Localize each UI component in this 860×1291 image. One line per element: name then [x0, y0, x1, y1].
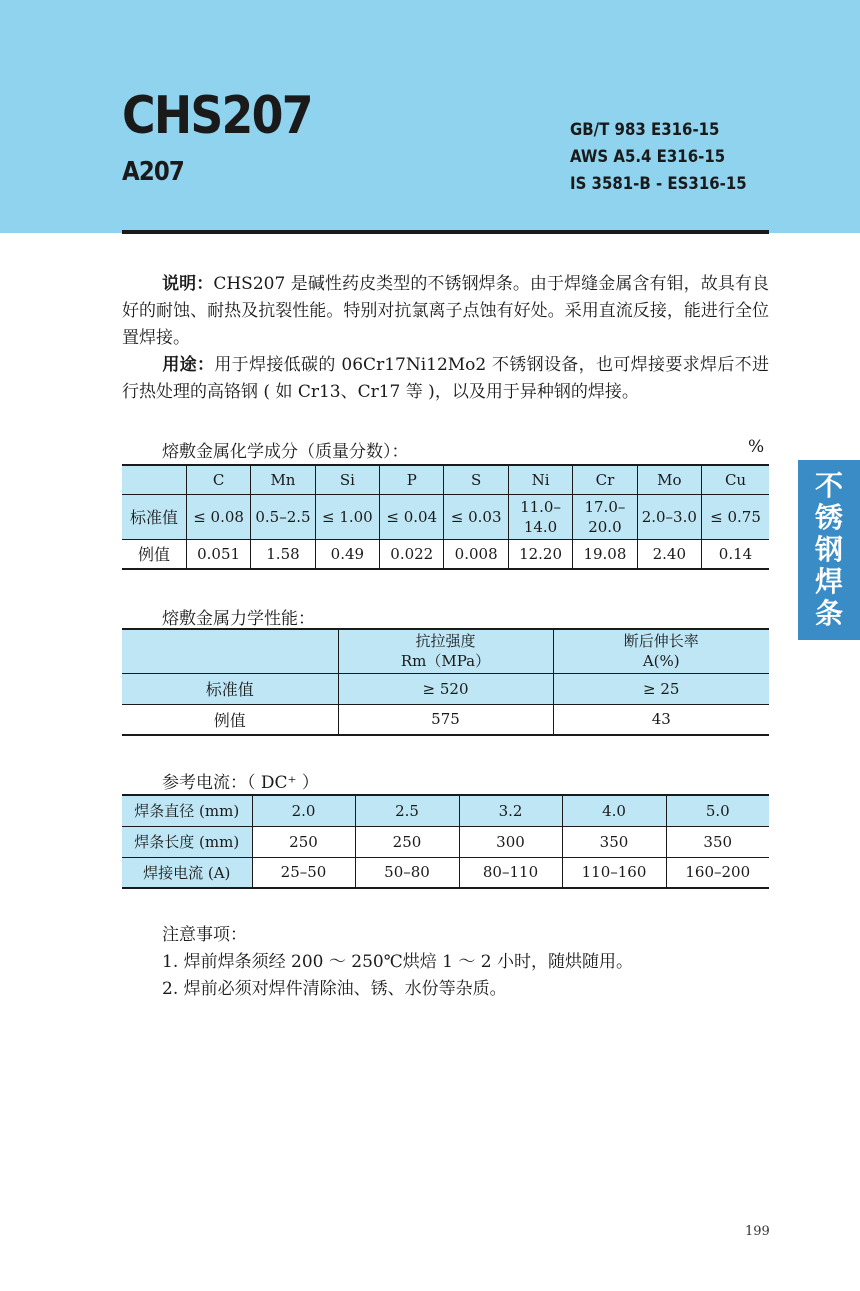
current-title-line	[162, 768, 319, 793]
mech-header-cell	[122, 629, 338, 673]
chem-cell: 17.0–20.0	[573, 494, 637, 539]
row-label: 例值	[122, 539, 186, 569]
current-cell: 350	[562, 826, 666, 857]
header-band	[0, 0, 860, 233]
mech-standard-row	[122, 673, 769, 704]
current-cell: 80–110	[459, 857, 562, 888]
description-label: 说明：	[162, 274, 214, 294]
current-cell: 50–80	[355, 857, 459, 888]
product-title: CHS207	[122, 86, 312, 146]
current-cell: 5.0	[666, 795, 769, 826]
chem-cell: 12.20	[508, 539, 572, 569]
chem-example-row	[122, 539, 769, 569]
current-polarity: （ DC⁺ ）	[247, 773, 319, 793]
category-tab	[798, 460, 860, 640]
current-cell: 2.5	[355, 795, 459, 826]
chem-cell: 0.051	[186, 539, 250, 569]
note-item: 1. 焊前焊条须经 200 ～ 250℃烘焙 1 ～ 2 小时，随烘随用。	[162, 952, 633, 972]
current-cell: 25–50	[252, 857, 355, 888]
chem-title: 熔敷金属化学成分（质量分数）：	[162, 442, 409, 462]
chem-header-cell	[122, 465, 186, 494]
chem-header-cell: P	[380, 465, 444, 494]
mech-header-cell	[338, 629, 553, 673]
row-label: 例值	[122, 704, 338, 735]
current-cell: 2.0	[252, 795, 355, 826]
chem-header-row	[122, 465, 769, 494]
note-item: 2. 焊前必须对焊件清除油、锈、水份等杂质。	[162, 979, 507, 999]
chem-header-cell: Mo	[637, 465, 701, 494]
page-number: 199	[745, 1224, 770, 1239]
chem-cell: ≤ 0.03	[444, 494, 508, 539]
current-row	[122, 826, 769, 857]
elongation-unit: A(%)	[642, 652, 680, 671]
tensile-unit: Rm（MPa）	[400, 652, 491, 671]
standard-gb: GB/T 983 E316-15	[570, 120, 720, 140]
chem-cell: 19.08	[573, 539, 637, 569]
chem-cell: 1.58	[251, 539, 315, 569]
chem-cell: 0.49	[315, 539, 379, 569]
chem-cell: 2.0–3.0	[637, 494, 701, 539]
mech-cell: ≥ 25	[553, 673, 769, 704]
chem-table	[122, 464, 769, 570]
chem-header-cell: Cr	[573, 465, 637, 494]
mech-cell: ≥ 520	[338, 673, 553, 704]
chem-header-cell: S	[444, 465, 508, 494]
category-char: 不	[814, 469, 843, 502]
chem-header-cell: Si	[315, 465, 379, 494]
tensile-label: 抗拉强度	[415, 632, 476, 651]
category-char: 焊	[814, 565, 843, 598]
row-label: 标准值	[122, 673, 338, 704]
current-cell: 4.0	[562, 795, 666, 826]
chem-cell: ≤ 0.04	[380, 494, 444, 539]
category-char: 条	[814, 597, 843, 630]
chem-cell: 0.14	[702, 539, 769, 569]
current-cell: 110–160	[562, 857, 666, 888]
notes-title: 注意事项：	[162, 925, 247, 945]
notes-section	[162, 922, 633, 1003]
chem-header-cell: Mn	[251, 465, 315, 494]
current-row	[122, 795, 769, 826]
chem-cell: ≤ 0.75	[702, 494, 769, 539]
current-cell: 250	[252, 826, 355, 857]
current-cell: 250	[355, 826, 459, 857]
current-table	[122, 794, 769, 889]
description-text: CHS207 是碱性药皮类型的不锈钢焊条。由于焊缝金属含有钼，故具有良好的耐蚀、耐热及抗裂性能。特别对抗氯离子点蚀有好处。采用直流反接，能进行全位置焊接。	[122, 274, 769, 348]
chem-cell: 11.0–14.0	[508, 494, 572, 539]
mech-example-row	[122, 704, 769, 735]
current-cell: 350	[666, 826, 769, 857]
usage-text: 用于焊接低碳的 06Cr17Ni12Mo2 不锈钢设备，也可焊接要求焊后不进行热处理的高铬钢 ( 如 Cr13、Cr17 等 )，以及用于异种钢的焊接。	[122, 355, 769, 402]
category-char: 锈	[814, 501, 843, 534]
chem-cell: 0.5–2.5	[251, 494, 315, 539]
chem-header-cell: Cu	[702, 465, 769, 494]
chem-cell: 0.008	[444, 539, 508, 569]
elongation-label: 断后伸长率	[623, 632, 699, 651]
row-label: 焊条长度 (mm)	[122, 826, 252, 857]
row-label: 标准值	[122, 494, 186, 539]
standard-aws: AWS A5.4 E316-15	[570, 147, 726, 167]
mech-header-cell	[553, 629, 769, 673]
current-cell: 3.2	[459, 795, 562, 826]
chem-cell: ≤ 1.00	[315, 494, 379, 539]
chem-cell: 0.022	[380, 539, 444, 569]
chem-cell: 2.40	[637, 539, 701, 569]
standard-is: IS 3581-B - ES316-15	[570, 174, 747, 194]
chem-cell: ≤ 0.08	[186, 494, 250, 539]
chem-header-cell: Ni	[508, 465, 572, 494]
standards-list	[570, 117, 747, 198]
current-cell: 160–200	[666, 857, 769, 888]
mech-table	[122, 628, 769, 736]
description-paragraph	[122, 271, 769, 352]
chem-standard-row	[122, 494, 769, 539]
current-row	[122, 857, 769, 888]
mech-title: 熔敷金属力学性能：	[162, 609, 315, 629]
row-label: 焊条直径 (mm)	[122, 795, 252, 826]
usage-paragraph	[122, 352, 769, 406]
chem-header-cell: C	[186, 465, 250, 494]
mech-cell: 43	[553, 704, 769, 735]
usage-label: 用途：	[162, 355, 215, 375]
product-subtitle: A207	[122, 157, 184, 187]
chem-unit: %	[748, 437, 765, 457]
current-cell: 300	[459, 826, 562, 857]
header-rule	[122, 230, 769, 234]
current-title: 参考电流：	[162, 773, 247, 793]
row-label: 焊接电流 (A)	[122, 857, 252, 888]
category-char: 钢	[814, 533, 843, 566]
mech-header-row	[122, 629, 769, 673]
mech-cell: 575	[338, 704, 553, 735]
